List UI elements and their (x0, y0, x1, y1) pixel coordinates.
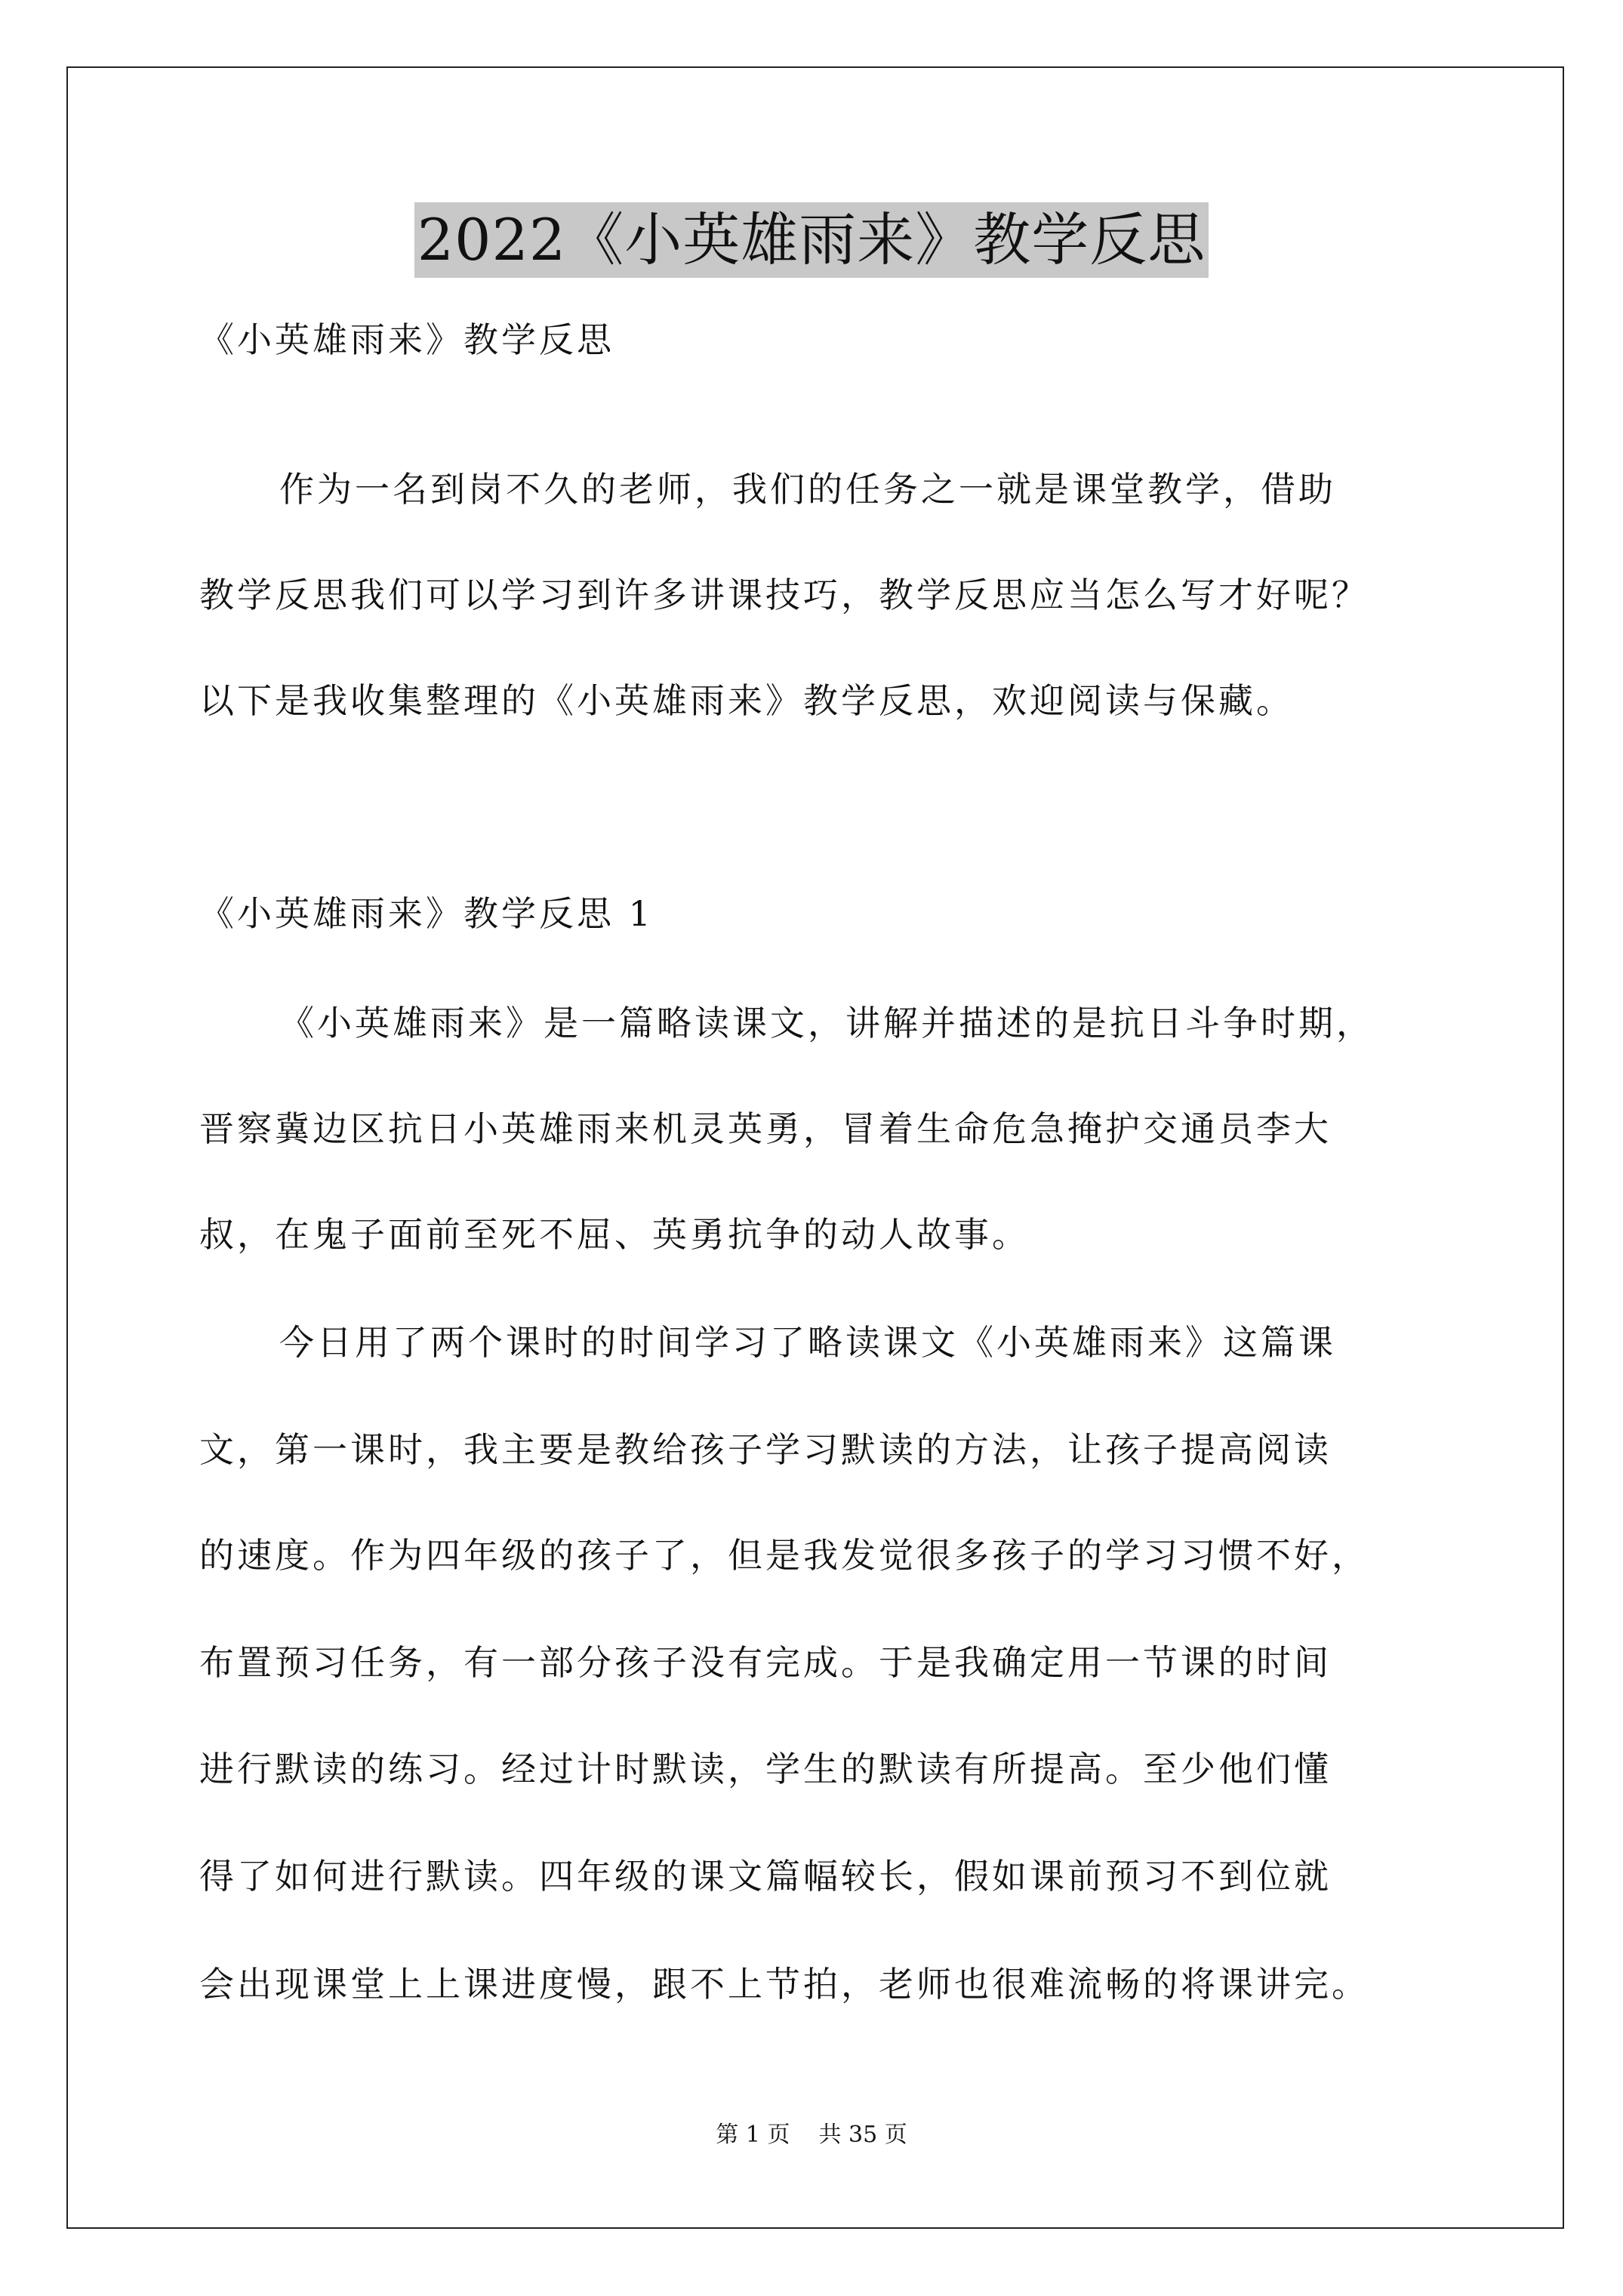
document-title: 2022《小英雄雨来》教学反思 (414, 202, 1209, 278)
title-block (0, 202, 1623, 278)
paragraph-line: 文，第一课时，我主要是教给孩子学习默读的方法，让孩子提高阅读 (199, 1429, 1332, 1470)
paragraph-line: 会出现课堂上上课进度慢，跟不上节拍，老师也很难流畅的将课讲完。 (199, 1964, 1369, 2005)
intro-line: 作为一名到岗不久的老师，我们的任务之一就是课堂教学，借助 (279, 469, 1336, 510)
paragraph-line: 布置预习任务，有一部分孩子没有完成。于是我确定用一节课的时间 (199, 1642, 1332, 1683)
section-heading: 《小英雄雨来》教学反思 1 (199, 893, 654, 934)
page-number: 第 1 页 (716, 2122, 790, 2148)
paragraph-line: 进行默读的练习。经过计时默读，学生的默读有所提高。至少他们懂 (199, 1749, 1332, 1789)
intro-line: 以下是我收集整理的《小英雄雨来》教学反思，欢迎阅读与保藏。 (199, 680, 1294, 721)
page-count: 共 35 页 (818, 2122, 907, 2148)
paragraph-line: 今日用了两个课时的时间学习了略读课文《小英雄雨来》这篇课 (279, 1322, 1336, 1363)
paragraph-line: 叔，在鬼子面前至死不屈、英勇抗争的动人故事。 (199, 1214, 1030, 1255)
paragraph-line: 晋察冀边区抗日小英雄雨来机灵英勇，冒着生命危急掩护交通员李大 (199, 1108, 1332, 1149)
intro-line: 教学反思我们可以学习到许多讲课技巧，教学反思应当怎么写才好呢？ (199, 575, 1369, 615)
paragraph-line: 《小英雄雨来》是一篇略读课文，讲解并描述的是抗日斗争时期， (279, 1003, 1374, 1043)
paragraph-line: 得了如何进行默读。四年级的课文篇幅较长，假如课前预习不到位就 (199, 1856, 1332, 1897)
page-footer (0, 2120, 1623, 2150)
paragraph-line: 的速度。作为四年级的孩子了，但是我发觉很多孩子的学习习惯不好， (199, 1535, 1369, 1576)
intro-heading: 《小英雄雨来》教学反思 (199, 319, 614, 360)
